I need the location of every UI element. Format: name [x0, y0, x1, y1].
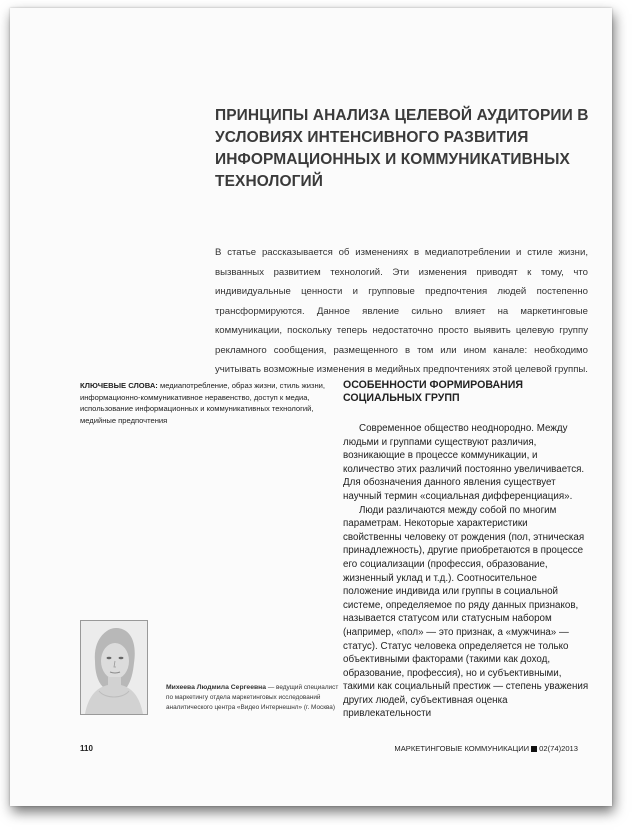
journal-footer [394, 744, 578, 753]
article-title: ПРИНЦИПЫ АНАЛИЗА ЦЕЛЕВОЙ АУДИТОРИИ В УСЛОВИЯХ ИНТЕНСИВНОГО РАЗВИТИЯ ИНФОРМАЦИОННЫХ И КОММУНИКАТИВНЫХ ТЕХНОЛОГИЙ [215, 107, 589, 190]
keywords-text: медиапотребление, образ жизни, стиль жизни, информационно-коммуникативное неравенство, доступ к медиа, использование информационных и коммуникативных технологий, медийные предпочтения [80, 381, 326, 425]
author-name: Михеева Людмила Сергеевна [166, 684, 267, 691]
author-photo [80, 620, 148, 715]
body-paragraph: Люди различаются между собой по многим параметрам. Некоторые характеристики свойственны человеку от рождения (пол, этническая принадлежность), другие приобретаются в процессе его социализации (профессия, образование, жизненный уклад и т.д.). Соотносительное положение индивида или группы в социальной системе, определяемое по ряду данных признаков, называется статусом или статусным набором (например, «пол» — это признак, а «мужчина» — статус). Статус человека определяется не только объективными факторами (такими как доход, образование, профессия), но и субъективными, такими как социальный престиж — степень уважения других людей, субъективная оценка привлекательности [343, 504, 589, 720]
keywords-block [80, 380, 330, 426]
body-column [343, 422, 589, 721]
page-number: 110 [80, 744, 93, 753]
author-description: — ведущий специалист по маркетингу отдела маркетинговых исследований аналитического центра «Видео Интернешнл» (г. Москва) [166, 684, 339, 711]
journal-name: МАРКЕТИНГОВЫЕ КОММУНИКАЦИИ [394, 744, 530, 753]
section-title: ОСОБЕННОСТИ ФОРМИРОВАНИЯ СОЦИАЛЬНЫХ ГРУПП [343, 379, 523, 404]
body-paragraph: Современное общество неоднородно. Между людьми и группами существуют различия, возникающие в процессе коммуникации, и количество этих различий постоянно увеличивается. Для обозначения данного явления существует научный термин «социальная дифференциация». [343, 423, 585, 502]
journal-issue: 02(74)2013 [539, 744, 578, 753]
author-portrait-image [81, 621, 147, 714]
author-info [166, 683, 341, 713]
keywords-label: КЛЮЧЕВЫЕ СЛОВА: [80, 381, 158, 390]
journal-page [10, 8, 612, 806]
article-abstract: В статье рассказывается об изменениях в медиапотреблении и стиле жизни, вызванных развитием технологий. Эти изменения приводят к тому, что индивидуальные ценности и групповые предпочтения людей постепенно трансформируются. Данное явление сильно влияет на маркетинговые коммуникации, поскольку теперь недостаточно просто выявить целевую группу рекламного сообщения, размещенного в том или ином канале: необходимо учитывать возможные изменения в медийных предпочтениях этой целевой группы. [215, 247, 588, 375]
square-separator-icon [531, 746, 537, 752]
